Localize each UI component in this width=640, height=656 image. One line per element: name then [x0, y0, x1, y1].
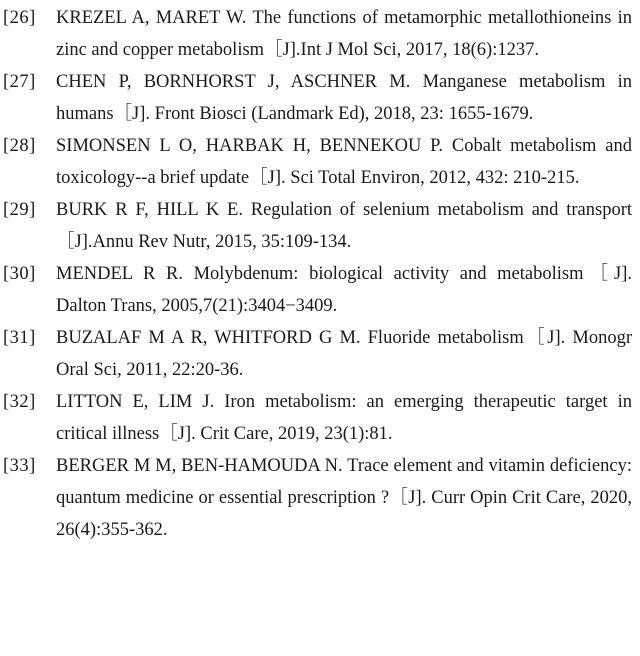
- reference-number: [26]: [3, 8, 36, 28]
- reference-text: CHEN P, BORNHORST J, ASCHNER M. Manganese metabolism in humans［J]. Front Biosci (Landmark Ed), 2018, 23: 1655-1679.: [56, 72, 632, 124]
- reference-number: [29]: [3, 200, 36, 220]
- reference-text: LITTON E, LIM J. Iron metabolism: an emerging therapeutic target in critical illness［J]. Crit Care, 2019, 23(1):81.: [56, 392, 632, 444]
- reference-entry-29: [0, 194, 640, 258]
- reference-text: BERGER M M, BEN-HAMOUDA N. Trace element and vitamin deficiency: quantum medicine or essential prescription ?［J]. Curr Opin Crit Care, 2020, 26(4):355-362.: [56, 456, 632, 540]
- reference-number: [33]: [3, 456, 36, 476]
- reference-entry-26: [0, 2, 640, 66]
- reference-text: KREZEL A, MARET W. The functions of metamorphic metallothioneins in zinc and copper metabolism［J].Int J Mol Sci, 2017, 18(6):1237.: [56, 8, 632, 60]
- reference-number: [28]: [3, 136, 36, 156]
- reference-number: [31]: [3, 328, 36, 348]
- reference-entry-33: [0, 450, 640, 546]
- reference-entry-27: [0, 66, 640, 130]
- reference-number: [27]: [3, 72, 36, 92]
- reference-text: MENDEL R R. Molybdenum: biological activity and metabolism［J]. Dalton Trans, 2005,7(21):3404−3409.: [56, 264, 632, 316]
- reference-entry-31: [0, 322, 640, 386]
- reference-number: [32]: [3, 392, 36, 412]
- reference-entry-30: [0, 258, 640, 322]
- reference-entry-28: [0, 130, 640, 194]
- reference-text: SIMONSEN L O, HARBAK H, BENNEKOU P. Cobalt metabolism and toxicology--a brief update［J]. Sci Total Environ, 2012, 432: 210-215.: [56, 136, 632, 188]
- reference-number: [30]: [3, 264, 36, 284]
- reference-text: BURK R F, HILL K E. Regulation of selenium metabolism and transport［J].Annu Rev Nutr, 2015, 35:109-134.: [56, 200, 632, 252]
- reference-entry-32: [0, 386, 640, 450]
- reference-text: BUZALAF M A R, WHITFORD G M. Fluoride metabolism［J]. Monogr Oral Sci, 2011, 22:20-36.: [56, 328, 632, 380]
